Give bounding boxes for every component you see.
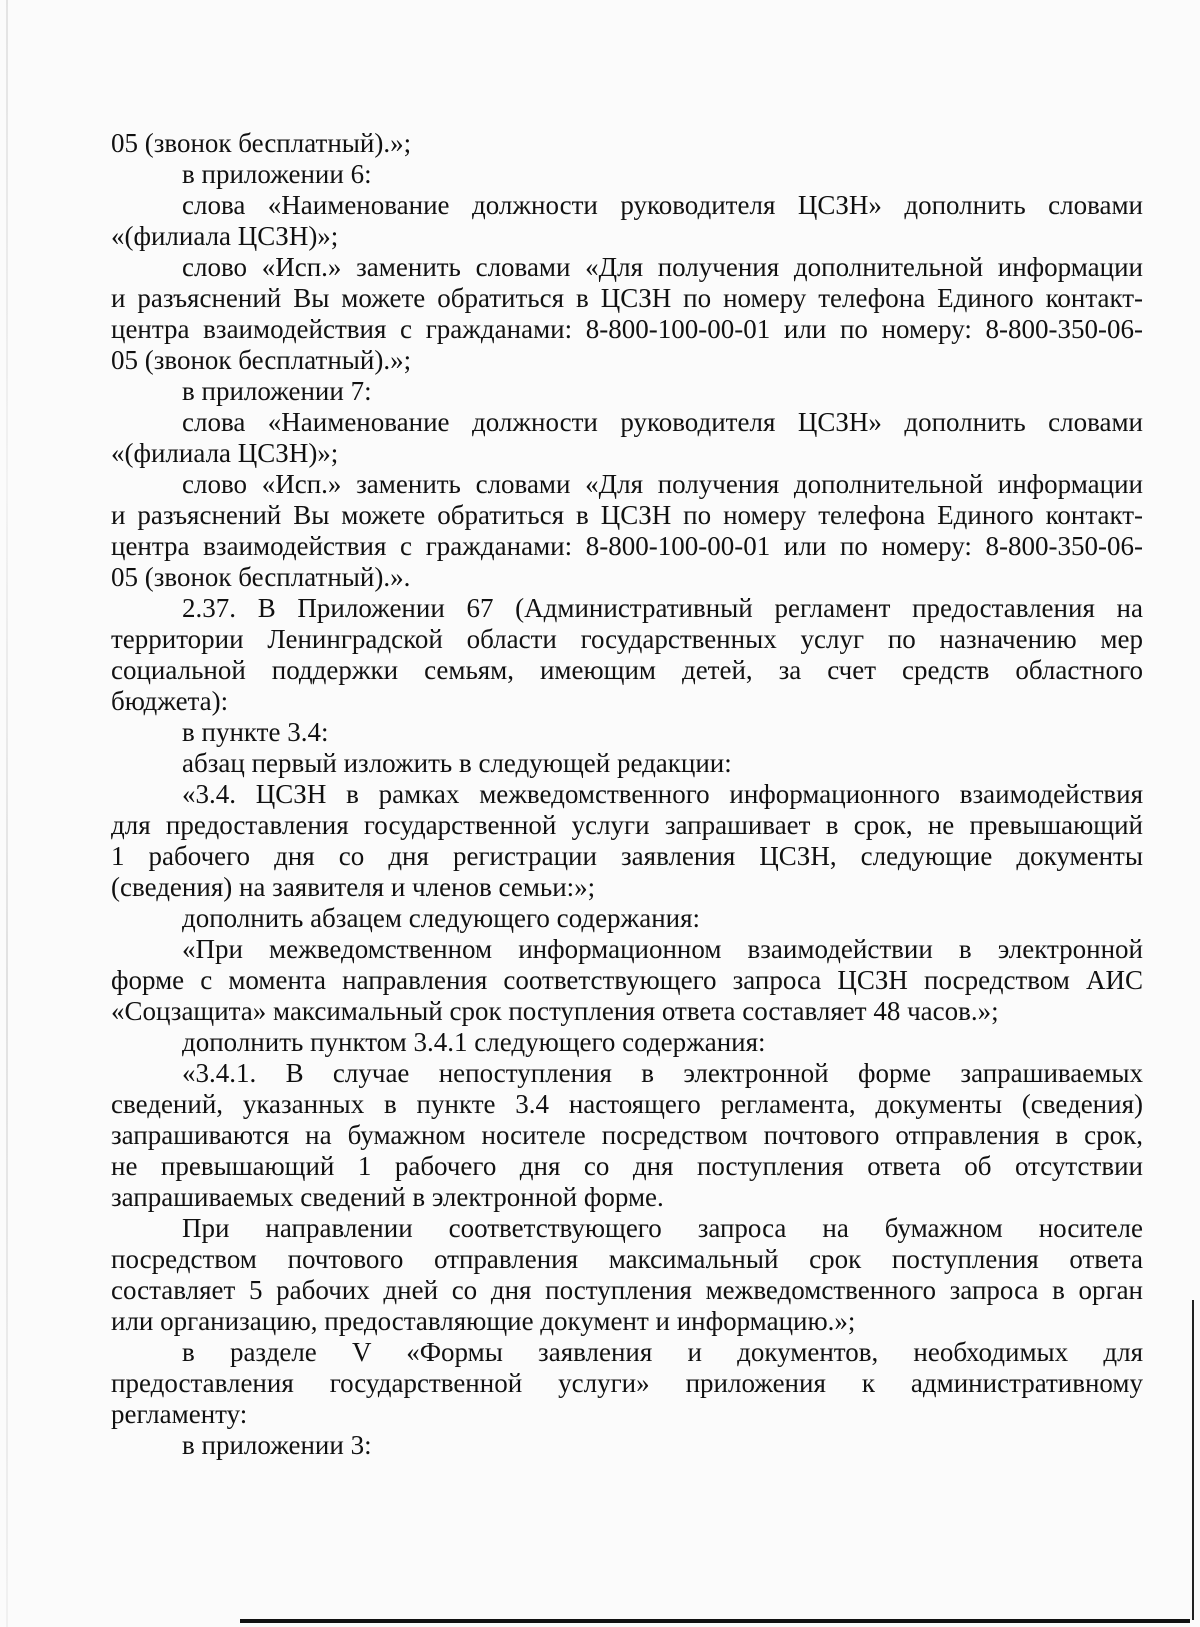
text-line: «Соцзащита» максимальный срок поступления ответа составляет 48 часов.»; xyxy=(111,996,999,1026)
text-line: дополнить абзацем следующего содержания: xyxy=(182,903,701,933)
text-line: запрашиваемых сведений в электронной форме. xyxy=(111,1182,664,1212)
text-line: центра взаимодействия с гражданами: 8-800-100-00-01 или по номеру: 8-800-350-06- xyxy=(111,314,1143,344)
text-line: в приложении 3: xyxy=(182,1430,372,1460)
scan-left-edge xyxy=(6,0,8,1627)
text-line: для предоставления государственной услуги запрашивает в срок, не превышающий xyxy=(111,810,1143,840)
text-line: регламенту: xyxy=(111,1399,248,1429)
text-line: 05 (звонок бесплатный).». xyxy=(111,562,411,592)
text-line: предоставления государственной услуги» приложения к административному xyxy=(111,1368,1143,1398)
scan-bottom-edge xyxy=(240,1619,1190,1623)
text-line: и разъяснений Вы можете обратиться в ЦСЗН по номеру телефона Единого контакт- xyxy=(111,500,1143,530)
document-body-text xyxy=(111,128,1143,1461)
text-line: 05 (звонок бесплатный).»; xyxy=(111,128,412,158)
text-line: территории Ленинградской области государственных услуг по назначению мер xyxy=(111,624,1143,654)
text-line: форме с момента направления соответствующего запроса ЦСЗН посредством АИС xyxy=(111,965,1143,995)
text-line: социальной поддержки семьям, имеющим детей, за счет средств областного xyxy=(111,655,1143,685)
text-line: в пункте 3.4: xyxy=(182,717,329,747)
text-line: и разъяснений Вы можете обратиться в ЦСЗН по номеру телефона Единого контакт- xyxy=(111,283,1143,313)
scan-right-edge xyxy=(1192,1300,1194,1620)
text-line: в приложении 6: xyxy=(182,159,372,189)
text-line: составляет 5 рабочих дней со дня поступления межведомственного запроса в орган xyxy=(111,1275,1143,1305)
text-line: сведений, указанных в пункте 3.4 настоящего регламента, документы (сведения) xyxy=(111,1089,1143,1119)
text-line: «3.4.1. В случае непоступления в электронной форме запрашиваемых xyxy=(182,1058,1143,1088)
text-line: «(филиала ЦСЗН)»; xyxy=(111,221,339,251)
text-line: бюджета): xyxy=(111,686,229,716)
text-line: не превышающий 1 рабочего дня со дня поступления ответа об отсутствии xyxy=(111,1151,1143,1181)
text-line: слово «Исп.» заменить словами «Для получения дополнительной информации xyxy=(182,252,1143,282)
text-line: или организацию, предоставляющие документ и информацию.»; xyxy=(111,1306,856,1336)
text-line: При направлении соответствующего запроса на бумажном носителе xyxy=(182,1213,1143,1243)
text-line: «При межведомственном информационном взаимодействии в электронной xyxy=(182,934,1143,964)
text-line: слова «Наименование должности руководителя ЦСЗН» дополнить словами xyxy=(182,407,1143,437)
text-line: абзац первый изложить в следующей редакции: xyxy=(182,748,732,778)
text-line: (сведения) на заявителя и членов семьи:»; xyxy=(111,872,596,902)
text-line: 05 (звонок бесплатный).»; xyxy=(111,345,412,375)
text-line: «(филиала ЦСЗН)»; xyxy=(111,438,339,468)
text-line: дополнить пунктом 3.4.1 следующего содержания: xyxy=(182,1027,766,1057)
text-line: в разделе V «Формы заявления и документов, необходимых для xyxy=(182,1337,1143,1367)
text-line: в приложении 7: xyxy=(182,376,372,406)
text-line: посредством почтового отправления максимальный срок поступления ответа xyxy=(111,1244,1143,1274)
text-line: «3.4. ЦСЗН в рамках межведомственного информационного взаимодействия xyxy=(182,779,1143,809)
text-line: запрашиваются на бумажном носителе посредством почтового отправления в срок, xyxy=(111,1120,1143,1150)
text-line: 2.37. В Приложении 67 (Административный регламент предоставления на xyxy=(182,593,1143,623)
text-line: слово «Исп.» заменить словами «Для получения дополнительной информации xyxy=(182,469,1143,499)
text-line: 1 рабочего дня со дня регистрации заявления ЦСЗН, следующие документы xyxy=(111,841,1143,871)
text-line: слова «Наименование должности руководителя ЦСЗН» дополнить словами xyxy=(182,190,1143,220)
text-line: центра взаимодействия с гражданами: 8-800-100-00-01 или по номеру: 8-800-350-06- xyxy=(111,531,1143,561)
